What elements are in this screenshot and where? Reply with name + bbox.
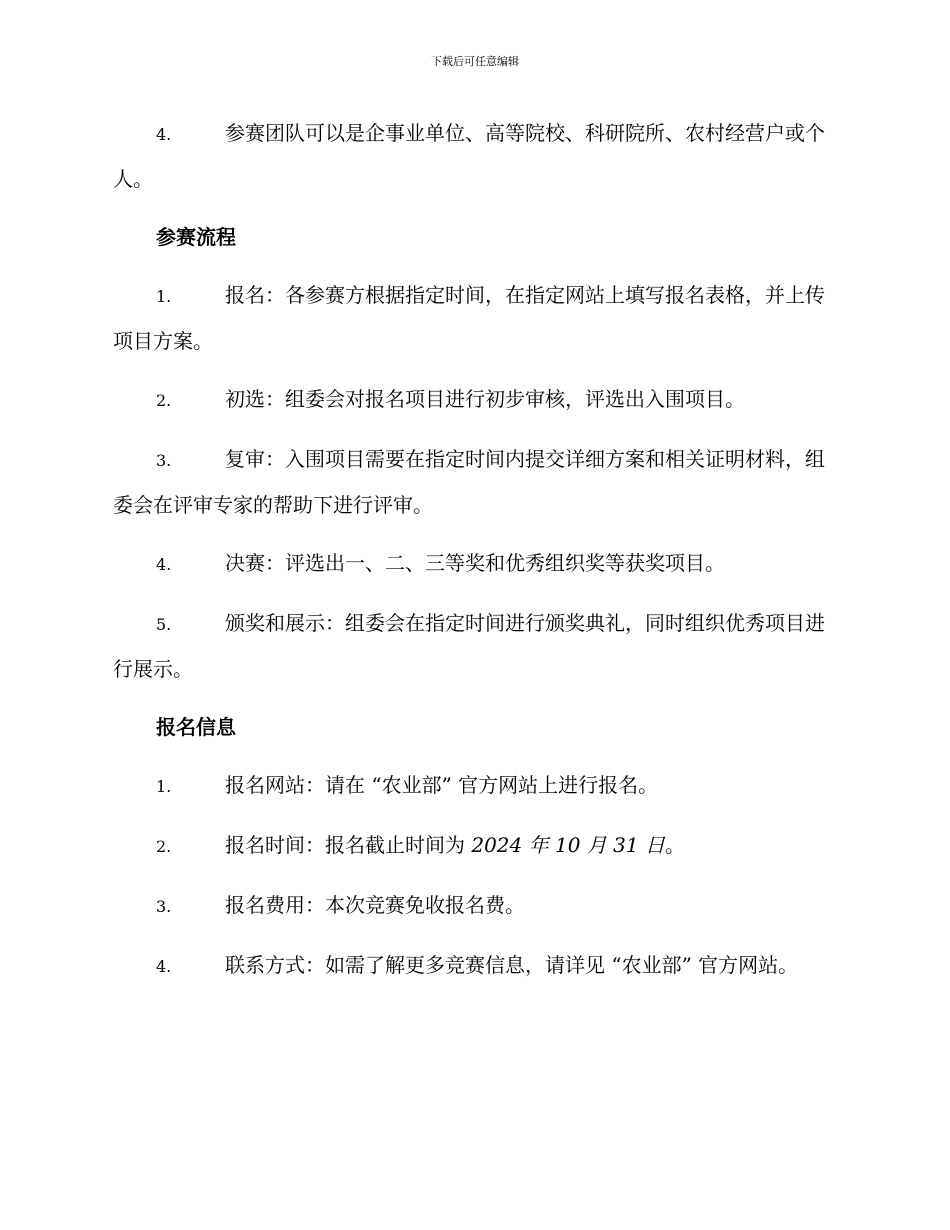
list-item — [113, 601, 835, 691]
list-item-number: 4. — [156, 125, 172, 144]
list-item — [113, 943, 835, 989]
list-item-text: 初选：组委会对报名项目进行初步审核，评选出入围项目。 — [225, 387, 745, 411]
list-item-text: 报名时间：报名截止时间为 — [225, 833, 472, 857]
document-body — [113, 111, 835, 1003]
list-item-number: 1. — [156, 777, 172, 796]
list-item — [113, 273, 835, 363]
list-item-number: 1. — [156, 287, 172, 306]
page-header-note: 下载后可任意编辑 — [431, 55, 519, 68]
list-item-number: 2. — [156, 391, 172, 410]
list-item — [113, 823, 835, 869]
list-item-text: 复审：入围项目需要在指定时间内提交详细方案和相关证明材料，组委会在评审专家的帮助下进行评审。 — [113, 447, 825, 517]
list-item-number: 4. — [156, 957, 172, 976]
list-item — [113, 437, 835, 527]
list-item-text: 报名网站：请在 “农业部” 官方网站上进行报名。 — [225, 773, 659, 797]
list-item-number: 3. — [156, 897, 172, 916]
list-item-number: 3. — [156, 451, 172, 470]
list-item-number: 5. — [156, 615, 172, 634]
list-item-number: 4. — [156, 555, 172, 574]
list-item-text: 联系方式：如需了解更多竞赛信息，请详见 “农业部” 官方网站。 — [225, 953, 799, 977]
section-heading-registration: 报名信息 — [156, 715, 236, 739]
deadline-date: 2024 年 10 月 31 日 — [471, 833, 665, 857]
list-item-number: 2. — [156, 837, 172, 856]
section-heading-process: 参赛流程 — [156, 225, 236, 249]
list-item-text: 报名：各参赛方根据指定时间，在指定网站上填写报名表格，并上传项目方案。 — [113, 283, 825, 353]
list-item — [113, 763, 835, 809]
list-item — [113, 111, 835, 201]
list-item-text-end: 。 — [664, 833, 685, 857]
list-item — [113, 883, 835, 929]
list-item — [113, 541, 835, 587]
list-item-text: 报名费用：本次竞赛免收报名费。 — [225, 893, 525, 917]
list-item-text: 参赛团队可以是企事业单位、高等院校、科研院所、农村经营户或个人。 — [113, 121, 825, 191]
list-item-text: 决赛：评选出一、二、三等奖和优秀组织奖等获奖项目。 — [225, 551, 725, 575]
list-item-text: 颁奖和展示：组委会在指定时间进行颁奖典礼，同时组织优秀项目进行展示。 — [113, 611, 825, 681]
list-item — [113, 377, 835, 423]
